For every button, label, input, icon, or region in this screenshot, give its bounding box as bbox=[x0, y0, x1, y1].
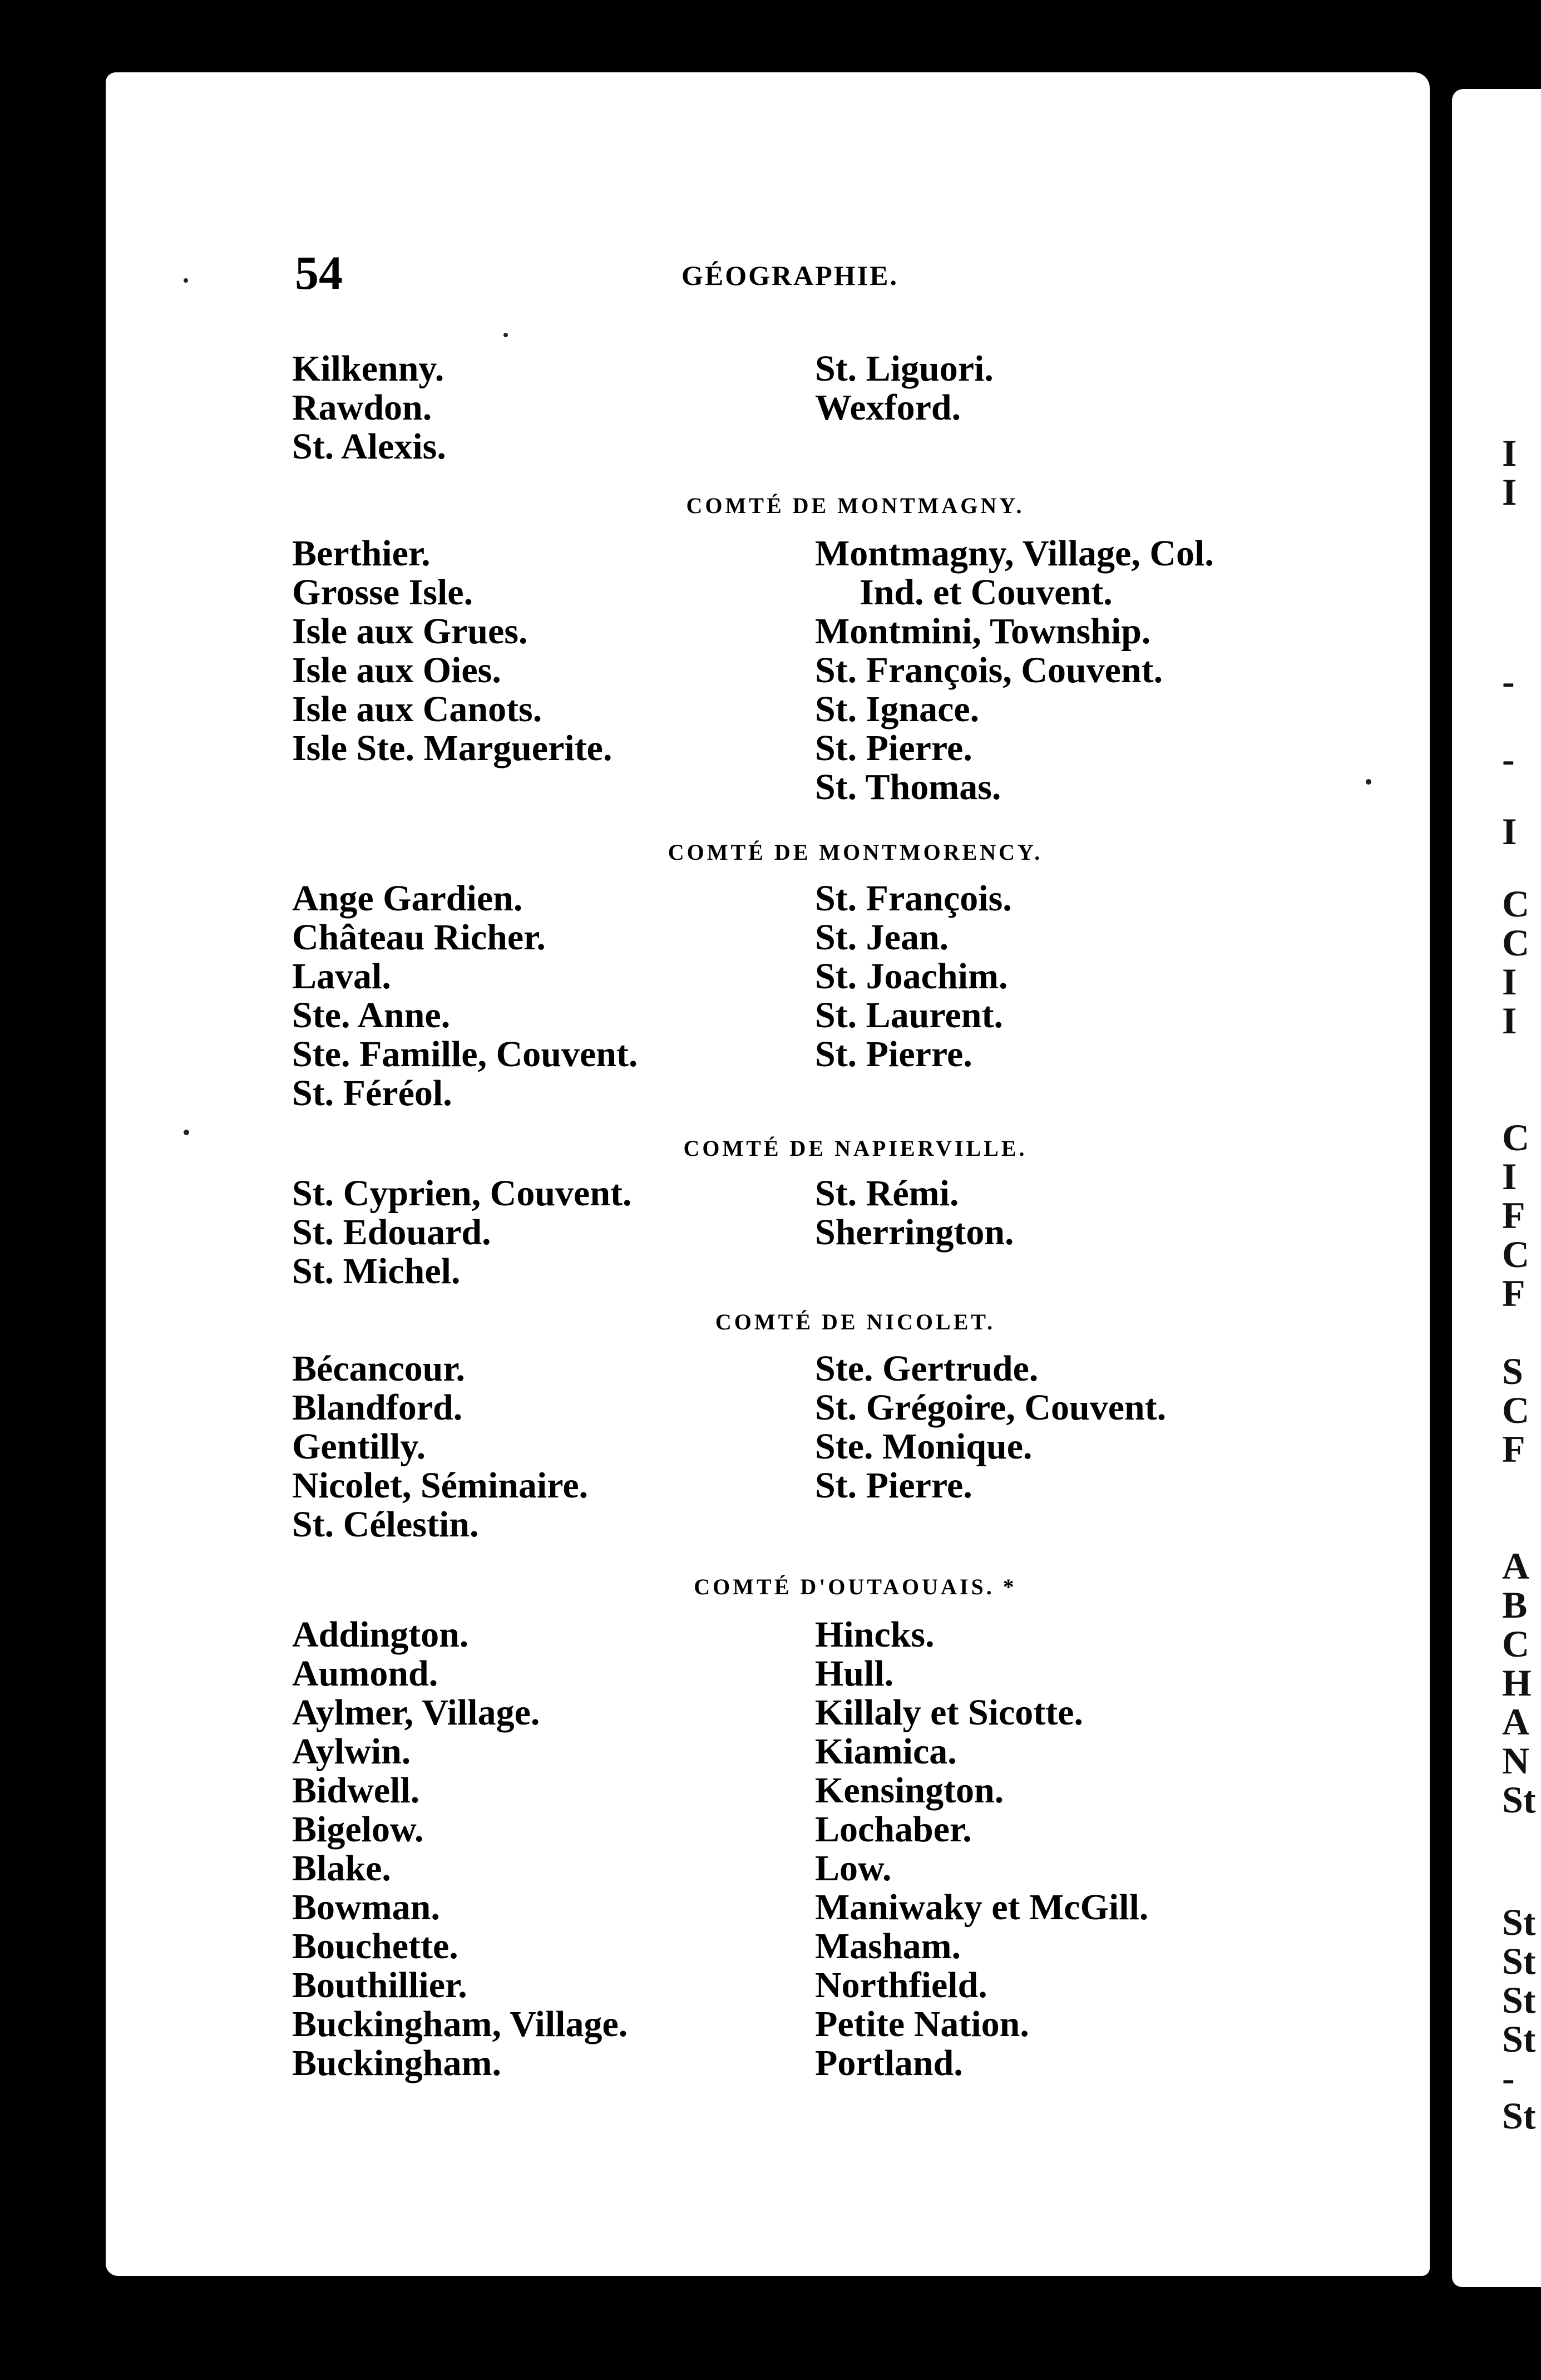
list-item: St. Alexis. bbox=[292, 426, 446, 467]
list-item: Masham. bbox=[815, 1926, 961, 1967]
section-right-column bbox=[815, 1349, 1166, 1505]
print-speck bbox=[184, 278, 188, 283]
section-left-column bbox=[292, 1615, 628, 2083]
list-item: St. Laurent. bbox=[815, 995, 1003, 1036]
facing-page-letter: St bbox=[1502, 1901, 1536, 1943]
facing-page-letter: N bbox=[1502, 1740, 1530, 1782]
facing-page-letter: B bbox=[1502, 1584, 1528, 1626]
list-item: Low. bbox=[815, 1848, 892, 1889]
print-speck bbox=[1366, 779, 1371, 785]
list-item: Ste. Anne. bbox=[292, 995, 451, 1036]
list-item: Blake. bbox=[292, 1848, 391, 1889]
list-item: Laval. bbox=[292, 956, 391, 997]
list-item: St. Célestin. bbox=[292, 1504, 479, 1545]
list-item: St. Rémi. bbox=[815, 1173, 959, 1214]
list-item: Nicolet, Séminaire. bbox=[292, 1465, 589, 1506]
list-item: St. François. bbox=[815, 878, 1012, 919]
facing-page-letter: F bbox=[1502, 1194, 1525, 1236]
list-item: Ste. Monique. bbox=[815, 1426, 1033, 1467]
list-item: Buckingham, Village. bbox=[292, 2004, 628, 2044]
facing-page-letter: I bbox=[1502, 810, 1517, 853]
list-item: St. Pierre. bbox=[815, 1034, 972, 1075]
list-item: Sherrington. bbox=[815, 1212, 1014, 1253]
facing-page-edge bbox=[1452, 89, 1541, 2287]
list-item: St. François, Couvent. bbox=[815, 650, 1163, 691]
facing-page-letter: C bbox=[1502, 883, 1530, 925]
list-item: Château Richer. bbox=[292, 917, 546, 958]
list-item: Kensington. bbox=[815, 1770, 1004, 1811]
facing-page-letter: A bbox=[1502, 1701, 1530, 1743]
facing-page-letter: C bbox=[1502, 1233, 1530, 1275]
list-item: Wexford. bbox=[815, 387, 961, 428]
list-item: St. Thomas. bbox=[815, 767, 1001, 807]
list-item: Isle Ste. Marguerite. bbox=[292, 728, 613, 768]
facing-page-letter: F bbox=[1502, 1428, 1525, 1470]
list-item: Ste. Famille, Couvent. bbox=[292, 1034, 638, 1075]
list-item: Montmini, Township. bbox=[815, 611, 1151, 652]
list-item: St. Pierre. bbox=[815, 728, 972, 768]
list-item: Bouchette. bbox=[292, 1926, 458, 1967]
list-item: Ste. Gertrude. bbox=[815, 1348, 1039, 1389]
list-item: Portland. bbox=[815, 2043, 963, 2083]
section-heading: COMTÉ D'OUTAOUAIS. * bbox=[694, 1574, 1017, 1599]
page-header bbox=[0, 245, 1522, 300]
facing-page-letter: St bbox=[1502, 1940, 1536, 1982]
section-right-column bbox=[815, 1615, 1148, 2083]
facing-page-letter: C bbox=[1502, 1389, 1530, 1431]
list-item: Gentilly. bbox=[292, 1426, 426, 1467]
list-item: Bécancour. bbox=[292, 1348, 466, 1389]
list-item: Petite Nation. bbox=[815, 2004, 1029, 2044]
list-item: Blandford. bbox=[292, 1387, 463, 1428]
list-item: Buckingham. bbox=[292, 2043, 501, 2083]
section-heading: COMTÉ DE MONTMORENCY. bbox=[668, 840, 1043, 865]
list-item: St. Grégoire, Couvent. bbox=[815, 1387, 1167, 1428]
facing-page-letter: I bbox=[1502, 471, 1517, 513]
section-heading: COMTÉ DE NICOLET. bbox=[715, 1309, 996, 1334]
facing-page-letter: St bbox=[1502, 2018, 1536, 2060]
list-item: Lochaber. bbox=[815, 1809, 972, 1850]
list-item: Isle aux Oies. bbox=[292, 650, 501, 691]
print-speck bbox=[503, 333, 508, 337]
facing-page-letter: I bbox=[1502, 999, 1517, 1042]
list-item: St. Joachim. bbox=[815, 956, 1008, 997]
list-item: Aylmer, Village. bbox=[292, 1692, 540, 1733]
facing-page-letter: A bbox=[1502, 1545, 1530, 1587]
list-item: Bidwell. bbox=[292, 1770, 420, 1811]
section-heading: COMTÉ DE MONTMAGNY. bbox=[686, 493, 1025, 518]
facing-page-letter: St bbox=[1502, 1979, 1536, 2021]
facing-page-letter: - bbox=[1502, 738, 1515, 780]
facing-page-letter: S bbox=[1502, 1350, 1523, 1392]
facing-page-letter: St bbox=[1502, 1778, 1536, 1821]
running-head: GÉOGRAPHIE. bbox=[681, 260, 898, 291]
section-left-column bbox=[292, 879, 638, 1113]
list-item: Killaly et Sicotte. bbox=[815, 1692, 1084, 1733]
section-heading: COMTÉ DE NAPIERVILLE. bbox=[683, 1136, 1028, 1161]
list-item: Isle aux Canots. bbox=[292, 689, 542, 730]
print-speck bbox=[184, 1130, 189, 1135]
list-item: Isle aux Grues. bbox=[292, 611, 528, 652]
top-list-right bbox=[815, 349, 994, 427]
list-item: St. Jean. bbox=[815, 917, 949, 958]
facing-page-letter: F bbox=[1502, 1272, 1525, 1314]
list-item: Bowman. bbox=[292, 1887, 440, 1928]
section-right-column bbox=[815, 534, 1214, 807]
list-item: Grosse Isle. bbox=[292, 572, 473, 613]
list-item: St. Pierre. bbox=[815, 1465, 972, 1506]
list-item: Kilkenny. bbox=[292, 348, 444, 389]
section-left-column bbox=[292, 534, 612, 768]
list-item: Bouthillier. bbox=[292, 1965, 467, 2005]
list-item: Northfield. bbox=[815, 1965, 987, 2005]
facing-page-letter: I bbox=[1502, 432, 1517, 474]
list-item: Ange Gardien. bbox=[292, 878, 523, 919]
facing-page-letter: I bbox=[1502, 1155, 1517, 1198]
list-item: St. Féréol. bbox=[292, 1073, 452, 1113]
list-item: St. Michel. bbox=[292, 1251, 461, 1292]
section-left-column bbox=[292, 1349, 588, 1544]
facing-page-letter: -St bbox=[1502, 2057, 1536, 2137]
facing-page-letter: H bbox=[1502, 1662, 1532, 1704]
top-list-left bbox=[292, 349, 446, 466]
list-item: Hincks. bbox=[815, 1614, 935, 1655]
list-item: Kiamica. bbox=[815, 1731, 957, 1772]
list-item: St. Cyprien, Couvent. bbox=[292, 1173, 632, 1214]
list-item: Aumond. bbox=[292, 1653, 438, 1694]
facing-page-letter: - bbox=[1502, 660, 1515, 702]
facing-page-letter: C bbox=[1502, 1623, 1530, 1665]
section-right-column bbox=[815, 1174, 1014, 1252]
list-item: Aylwin. bbox=[292, 1731, 411, 1772]
list-item: Berthier. bbox=[292, 533, 431, 574]
section-left-column bbox=[292, 1174, 632, 1291]
list-item: St. Ignace. bbox=[815, 689, 980, 730]
section-right-column bbox=[815, 879, 1012, 1074]
facing-page-letter: I bbox=[1502, 960, 1517, 1003]
facing-page-letter: C bbox=[1502, 1116, 1530, 1159]
list-item: St. Liguori. bbox=[815, 348, 994, 389]
list-item: Montmagny, Village, Col. bbox=[815, 533, 1214, 574]
facing-page-letter: C bbox=[1502, 922, 1530, 964]
list-item: Rawdon. bbox=[292, 387, 432, 428]
list-item: Addington. bbox=[292, 1614, 469, 1655]
list-item: Ind. et Couvent. bbox=[860, 572, 1113, 613]
page-number: 54 bbox=[295, 246, 343, 299]
list-item: Maniwaky et McGill. bbox=[815, 1887, 1149, 1928]
list-item: St. Edouard. bbox=[292, 1212, 491, 1253]
list-item: Bigelow. bbox=[292, 1809, 424, 1850]
list-item: Hull. bbox=[815, 1653, 894, 1694]
